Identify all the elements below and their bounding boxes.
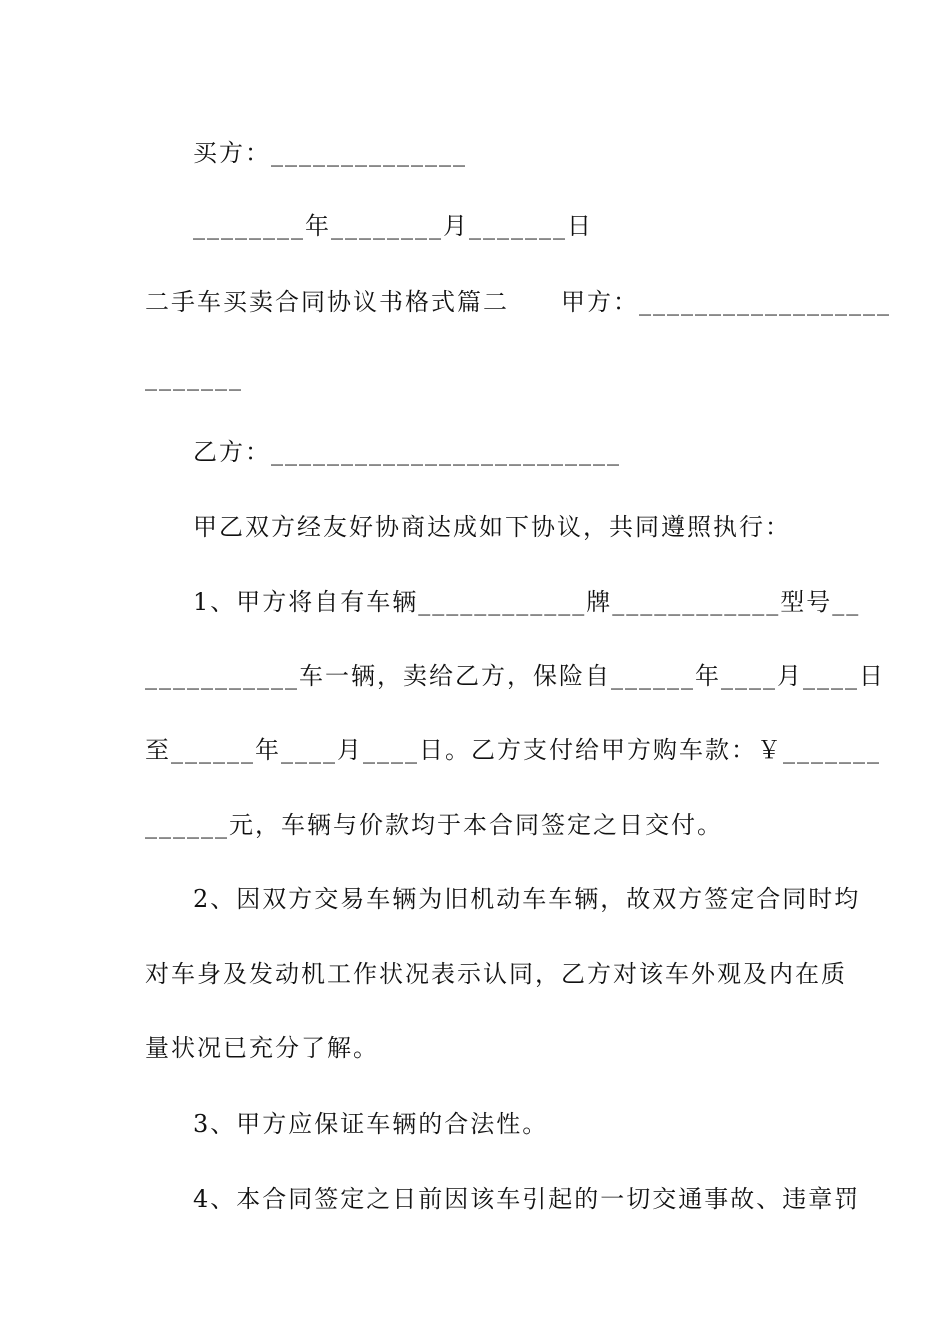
party-a-continuation-line: _______ (145, 363, 243, 391)
party-b-line: 乙方：_________________________ (193, 438, 621, 466)
clause-3-line: 3、甲方应保证车辆的合法性。 (193, 1110, 549, 1138)
clause-1-line-4: ______元，车辆与价款均于本合同签定之日交付。 (145, 811, 723, 839)
clause-1-line-3: 至______年____月____日。乙方支付给甲方购车款：￥_______ (145, 736, 881, 764)
buyer-signature-line: 买方：______________ (193, 139, 467, 167)
clause-4-line-1: 4、本合同签定之日前因该车引起的一切交通事故、违章罚 (193, 1185, 861, 1213)
clause-1-line-1: 1、甲方将自有车辆____________牌____________型号__ (193, 588, 861, 616)
clause-2-line-1: 2、因双方交易车辆为旧机动车车辆，故双方签定合同时均 (193, 885, 861, 913)
clause-2-line-3: 量状况已充分了解。 (145, 1034, 379, 1062)
clause-1-line-2: ___________车一辆，卖给乙方，保险自______年____月____日 (145, 662, 885, 690)
date-line: ________年________月_______日 (193, 212, 593, 240)
clause-2-line-2: 对车身及发动机工作状况表示认同，乙方对该车外观及内在质 (145, 960, 847, 988)
agreement-intro-line: 甲乙双方经友好协商达成如下协议，共同遵照执行： (193, 513, 791, 541)
section-title-party-a-line: 二手车买卖合同协议书格式篇二 甲方：__________________ (145, 288, 891, 316)
